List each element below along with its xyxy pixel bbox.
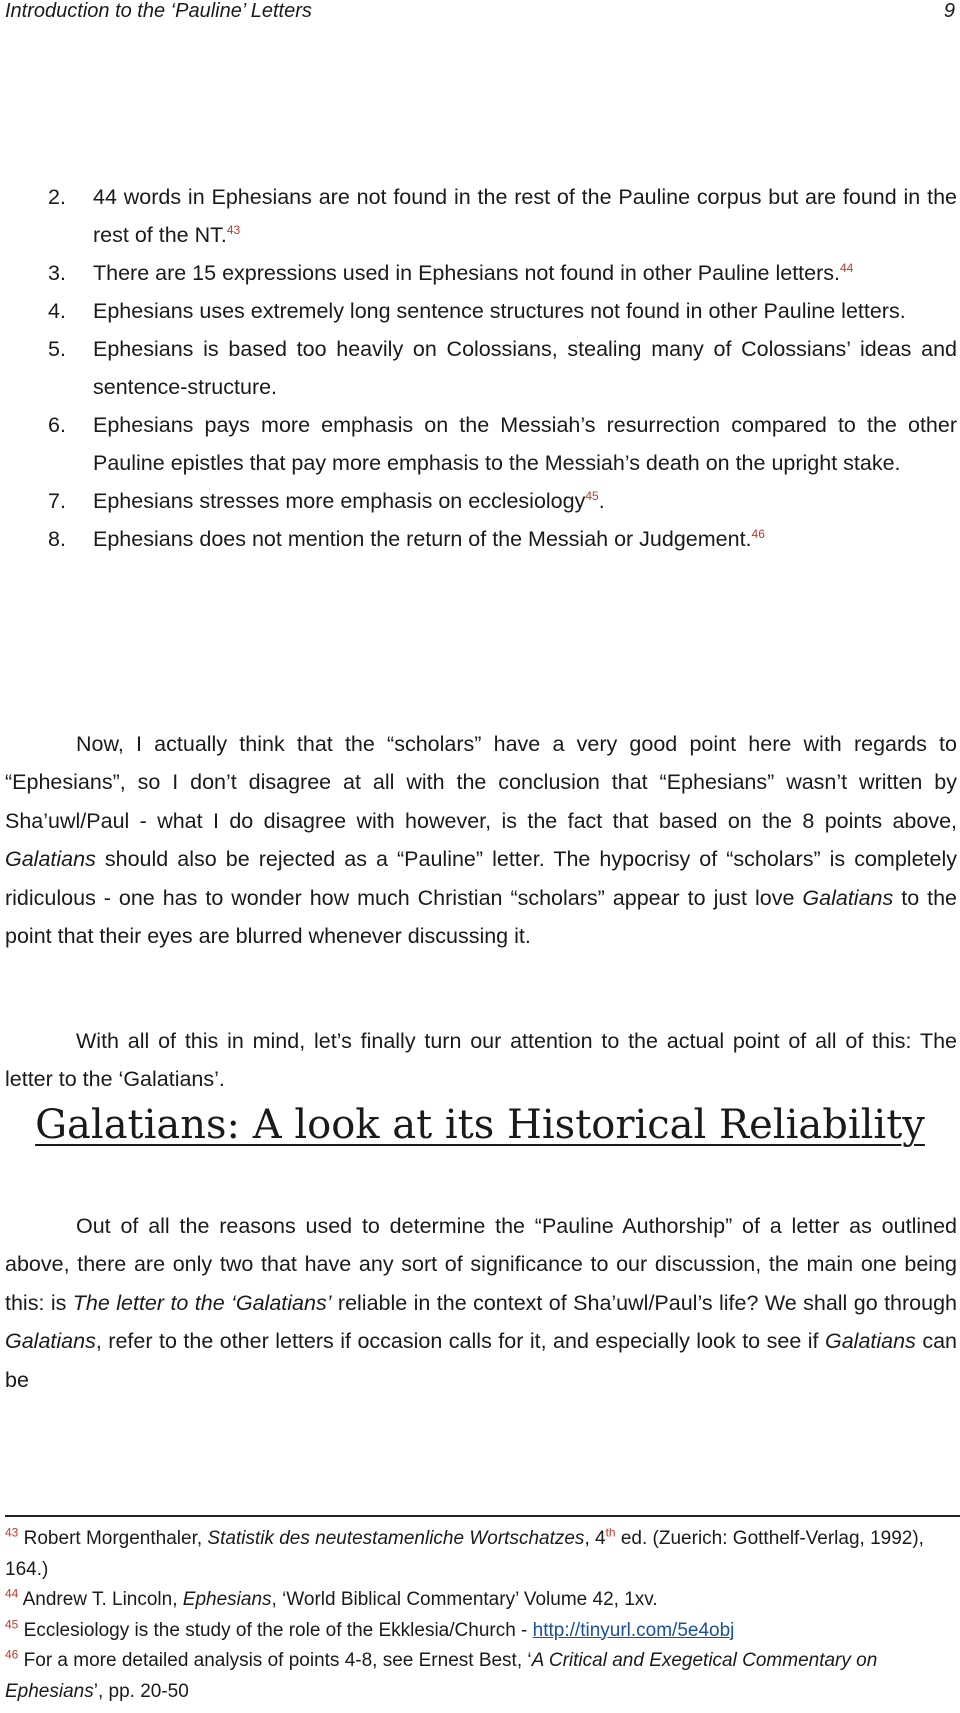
footnotes [5, 1524, 957, 1707]
footnote-divider [5, 1515, 960, 1517]
list-item: 8. Ephesians does not mention the return of the Messiah or Judgement.$^{46}$ [48, 526, 765, 551]
footnote-ref[interactable]: 45 [585, 488, 599, 503]
footnote-ref[interactable]: 43 [226, 222, 241, 237]
numbered-list [5, 178, 957, 558]
body-paragraph: Out of all the reasons used to determine the “Pauline Authorship” of a letter as outlined above, there are only two that have any sort of significance to our discussion, the main one being this: is The letter to the ‘Galatians’ reliable in the context of Sha’uwl/Paul’s life? We shall go through Galatians, refer to the other letters if occasion calls for it, and especially look to see if Galatians can be [5, 1213, 957, 1392]
section-heading: Galatians: A look at its Historical Reliability [35, 1102, 925, 1148]
running-title: Introduction to the ‘Pauline’ Letters [5, 0, 312, 22]
list-item: 4. Ephesians uses extremely long sentence structures not found in other Pauline letters. [48, 299, 906, 323]
page-number: 9 [943, 0, 955, 22]
footnote-link[interactable]: http://tinyurl.com/5e4obj [532, 1619, 735, 1641]
list-item: 7. Ephesians stresses more emphasis on ecclesiology$^{45}$. [48, 488, 605, 513]
footnote: $^{43}$ Robert Morgenthaler, Statistik des neutestamenliche Wortschatzes, 4th ed. (Zuerich: Gotthelf-Verlag, 1992), 164.) [5, 1525, 924, 1580]
list-item: 2. 44 words in Ephesians are not found in the rest of the Pauline corpus but are found in the rest of the NT.$^{43}$ [48, 185, 957, 247]
footnote-ref[interactable]: 46 [751, 526, 765, 541]
footnote: $^{45}$ Ecclesiology is the study of the role of the Ekklesia/Church - http://tinyurl.com/5e4obj [5, 1617, 735, 1641]
footnote-ref[interactable]: 44 [840, 260, 854, 275]
body-paragraph: With all of this in mind, let’s finally turn our attention to the actual point of all of this: The letter to the ‘Galatians’. [5, 1028, 957, 1091]
page-header [5, 0, 955, 28]
list-item: 6. Ephesians pays more emphasis on the Messiah’s resurrection compared to the other Pauline epistles that pay more emphasis to the Messiah’s death on the upright stake. [48, 413, 957, 475]
footnote: $^{46}$ For a more detailed analysis of points 4-8, see Ernest Best, ‘A Critical and Exegetical Commentary on Ephesians’, pp. 20-50 [5, 1647, 878, 1702]
list-item: 3. There are 15 expressions used in Ephesians not found in other Pauline letters.$^{44}$ [48, 260, 854, 285]
body-paragraph: Now, I actually think that the “scholars” have a very good point here with regards to “Ephesians”, so I don’t disagree at all with the conclusion that “Ephesians” wasn’t written by Sha’uwl/Paul - what I do disagree with however, is the fact that based on the 8 points above, Galatians should also be rejected as a “Pauline” letter. The hypocrisy of “scholars” is completely ridiculous - one has to wonder how much Christian “scholars” appear to just love Galatians to the point that their eyes are blurred whenever discussing it. [5, 731, 957, 948]
footnote: $^{44}$ Andrew T. Lincoln, Ephesians, ‘World Biblical Commentary’ Volume 42, 1xv. [5, 1586, 658, 1610]
list-item: 5. Ephesians is based too heavily on Colossians, stealing many of Colossians’ ideas and sentence-structure. [48, 337, 957, 399]
